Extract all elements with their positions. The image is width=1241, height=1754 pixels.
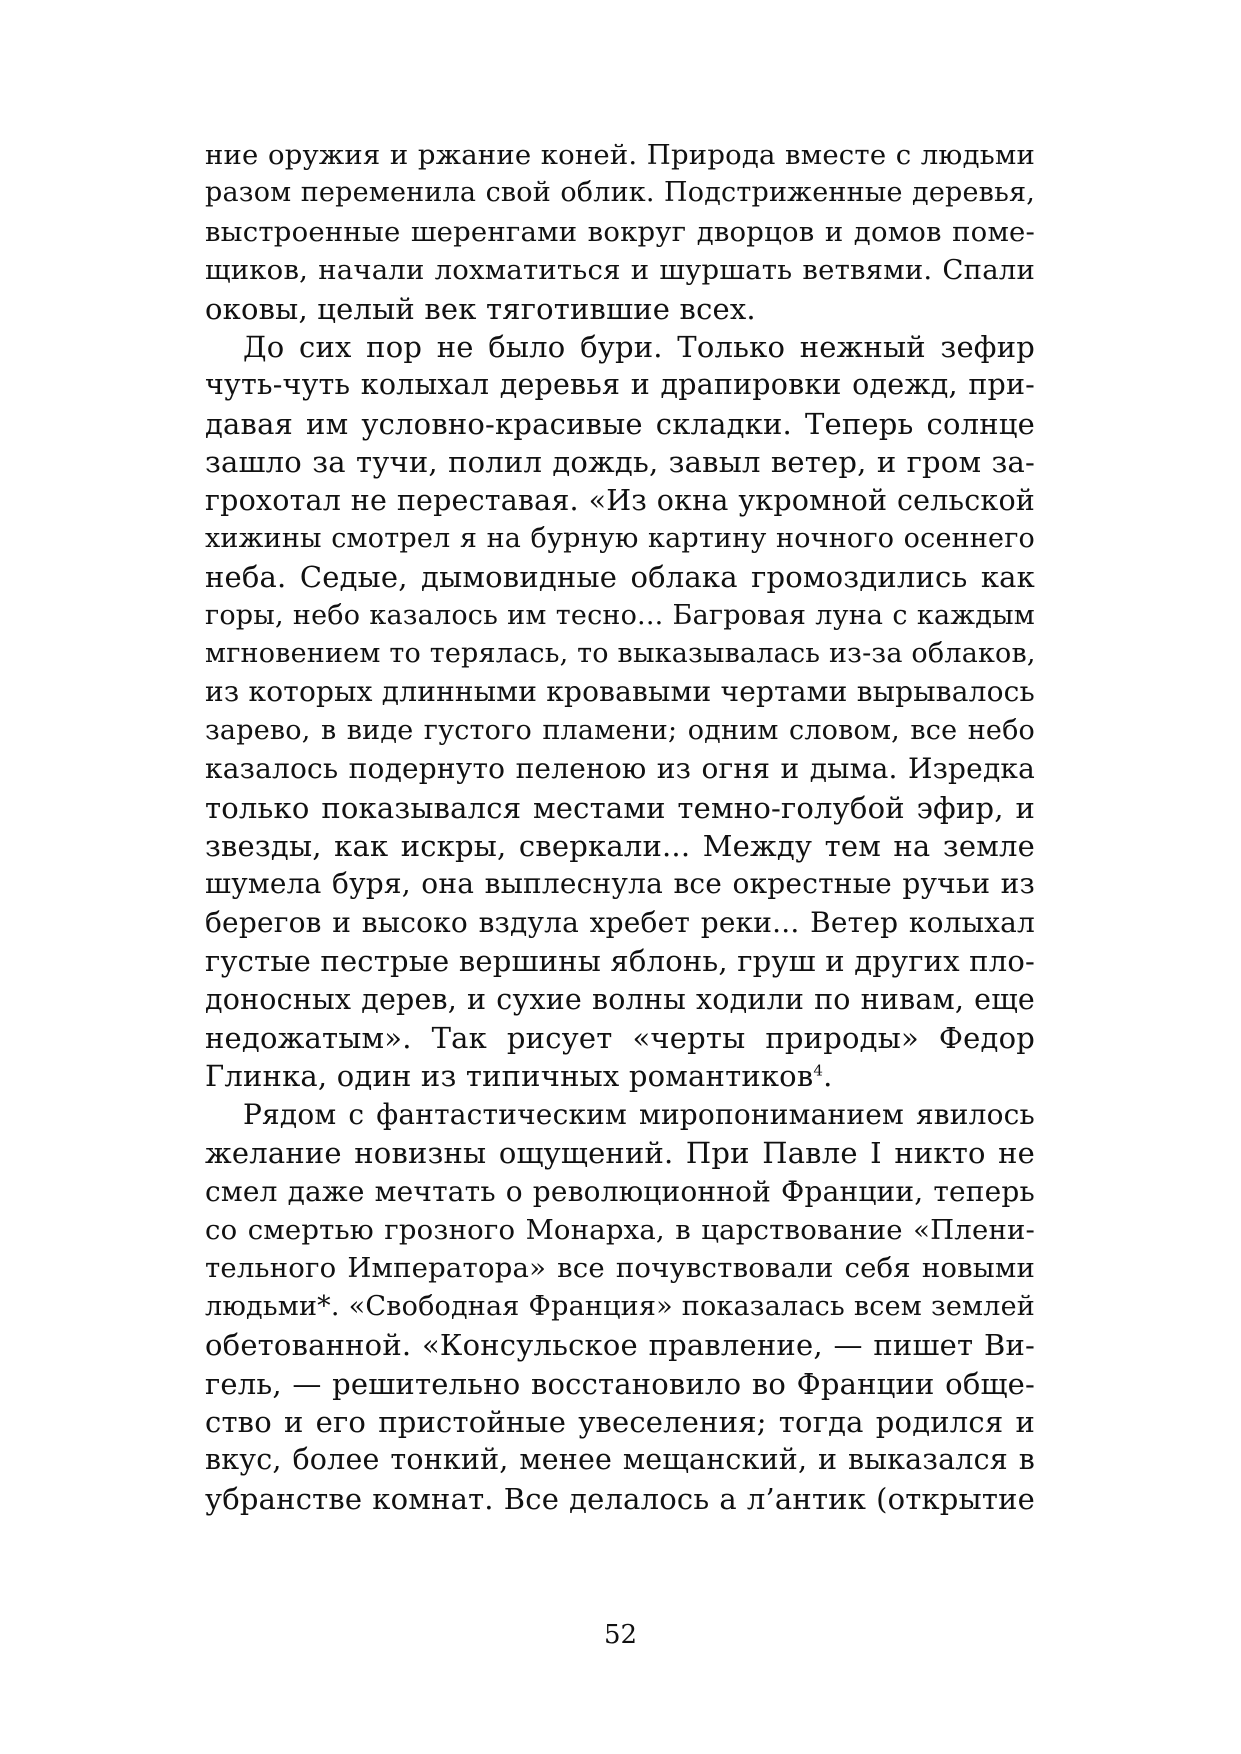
text-line: недожатым». Так рисует «черты природы» Федор (205, 1020, 1035, 1055)
text-line: выстроенные шеренгами вокруг дворцов и домов поме- (205, 215, 1035, 248)
text-line: давая им условно-красивые складки. Теперь солнце (205, 406, 1035, 441)
text-line: вкус, более тонкий, менее мещанский, и выказался в (205, 1443, 1035, 1477)
text-line: убранстве комнат. Все делалось а л’антик (открытие (205, 1481, 1035, 1516)
body-text (205, 136, 1035, 1518)
text-line: со смертью грозного Монарха, в царствование «Плени- (205, 1213, 1035, 1246)
text-line (205, 1057, 1035, 1095)
text-line: ство и его пристойные увеселения; тогда родился и (205, 1404, 1035, 1439)
text-line: смел даже мечтать о революционной Франции, теперь (205, 1174, 1035, 1208)
text-line: неба. Седые, дымовидные облака громоздились как (205, 560, 1035, 595)
text-line: из которых длинными кровавыми чертами вырывалось (205, 675, 1035, 709)
footnote-tail: . (823, 1059, 833, 1094)
text-line: До сих пор не было бури. Только нежный зефир (243, 329, 1035, 364)
text-line: только показывался местами темно-голубой эфир, и (205, 790, 1035, 825)
text-line: щиков, начали лохматиться и шуршать ветвями. Спали (205, 254, 1035, 287)
text-line: тельного Императора» все почувствовали себя новыми (205, 1252, 1035, 1285)
text-line: хижины смотрел я на бурную картину ночного осеннего (205, 522, 1035, 554)
footnote-marker[interactable]: 4 (813, 1061, 824, 1080)
text-line: шумела буря, она выплеснула все окрестные ручьи из (205, 867, 1035, 901)
text-line: ние оружия и ржание коней. Природа вместе с людьми (205, 139, 1035, 171)
text-line-content: Глинка, один из типичных романтиков (205, 1059, 814, 1094)
text-line: зарево, в виде густого пламени; одним словом, все небо (205, 714, 1035, 746)
text-line: людьми*. «Свободная Франция» показалась всем землей (205, 1290, 1035, 1322)
text-line: Рядом с фантастическим миропониманием явилось (243, 1097, 1035, 1131)
text-line: мгновением то терялась, то выказывалась из-за облаков, (205, 638, 1036, 670)
text-line: грохотал не переставая. «Из окна укромной сельской (205, 483, 1035, 517)
text-line: обетованной. «Консульское правление, — пишет Ви- (205, 1328, 1035, 1363)
text-line: желание новизны ощущений. При Павле I никто не (205, 1136, 1035, 1171)
text-line: оковы, целый век тяготившие всех. (205, 291, 756, 326)
text-line: гель, — решительно восстановило во Франции обще- (205, 1366, 1035, 1401)
text-line: звезды, как искры, сверкали... Между тем на земле (205, 829, 1035, 864)
text-line: густые пестрые вершины яблонь, груш и других пло- (205, 944, 1035, 979)
text-line: доносных дерев, и сухие волны ходили по нивам, еще (205, 982, 1035, 1016)
text-line: казалось подернуто пеленою из огня и дыма. Изредка (205, 752, 1035, 786)
text-line: горы, небо казалось им тесно... Багровая луна с каждым (205, 599, 1035, 631)
text-line: берегов и высоко вздула хребет реки... Ветер колыхал (205, 905, 1035, 939)
page-number: 52 (603, 1620, 638, 1650)
text-line: зашло за тучи, полил дождь, завыл ветер, и гром за- (205, 445, 1035, 480)
text-line: разом переменила свой облик. Подстриженные деревья, (205, 177, 1035, 209)
text-line: чуть-чуть колыхал деревья и драпировки одежд, при- (205, 368, 1035, 402)
